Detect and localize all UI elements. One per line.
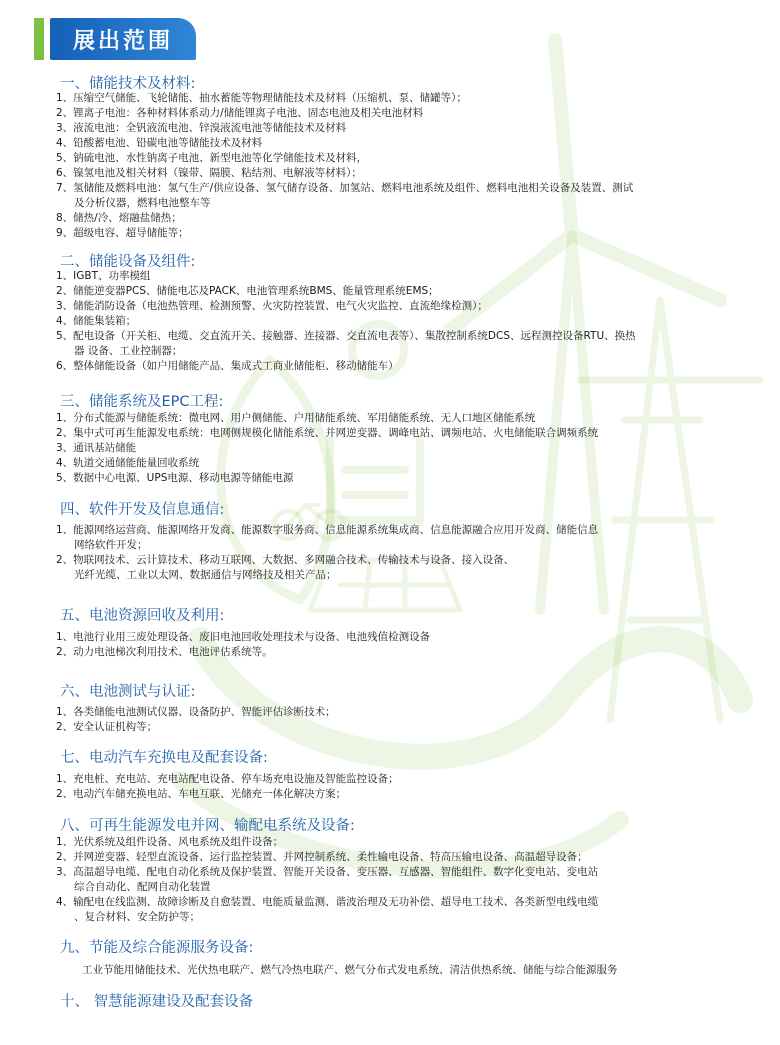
- section-item-list: [56, 772, 746, 802]
- list-item: 综合自动化、配网自动化装置: [74, 881, 211, 893]
- section-title: 七、电动汽车充换电及配套设备:: [60, 750, 268, 766]
- header-accent-bar: [34, 18, 44, 60]
- section-item-list: [56, 91, 746, 241]
- list-item: 6、镍氢电池及相关材料（镍带、隔膜、粘结剂、电解液等材料）；: [56, 167, 362, 179]
- list-item: 及分析仪器，燃料电池整车等: [74, 197, 211, 209]
- list-item: 光纤光缆、工业以太网、数据通信与网络技及相关产品；: [74, 569, 337, 581]
- list-item: 5、配电设备（开关柜、电缆、交直流开关、接触器、连接器、交直流电表等）、集散控制系统DCS、远程测控设备RTU、换热: [56, 330, 636, 342]
- list-item: 8、储热/冷、熔融盐储热；: [56, 212, 182, 224]
- list-item: 2、动力电池梯次利用技术、电池评估系统等。: [56, 646, 273, 658]
- list-item: 2、集中式可再生能源发电系统：电网侧规模化储能系统、并网逆变器、调峰电站、调频电站、火电储能联合调频系统: [56, 427, 599, 439]
- section-title: 六、电池测试与认证:: [60, 684, 196, 700]
- list-item: 3、液流电池：全钒液流电池、锌溴液流电池等储能技术及材料: [56, 122, 347, 134]
- list-item: 6、整体储能设备（如户用储能产品、集成式工商业储能柜、移动储能车）: [56, 360, 399, 372]
- list-item: 1、分布式能源与储能系统：微电网、用户侧储能、户用储能系统、军用储能系统、无人口地区储能系统: [56, 412, 536, 424]
- list-item: 2、锂离子电池：各种材料体系动力/储能锂离子电池、固态电池及相关电池材料: [56, 107, 424, 119]
- list-item: 1、能源网络运营商、能源网络开发商、能源数字服务商、信息能源系统集成商、信息能源融合应用开发商、储能信息: [56, 524, 599, 536]
- list-item: 2、电动汽车储充换电站、车电互联、光储充一体化解决方案；: [56, 788, 347, 800]
- section-title: 八、可再生能源发电并网、输配电系统及设备:: [60, 818, 355, 834]
- section-item-list: [56, 523, 746, 583]
- section-title: 九、节能及综合能源服务设备:: [60, 940, 254, 956]
- section-title: 三、储能系统及EPC工程:: [60, 394, 224, 410]
- section-title: 十、 智慧能源建设及配套设备: [60, 994, 254, 1010]
- list-item: 9、超级电容、超导储能等；: [56, 227, 189, 239]
- section-text: 工业节能用储能技术、光伏热电联产、燃气冷热电联产、燃气分布式发电系统、清洁供热系统、储能与综合能源服务: [82, 964, 618, 976]
- section-item-list: [56, 835, 746, 925]
- list-item: 1、各类储能电池测试仪器、设备防护、智能评估诊断技术；: [56, 706, 336, 718]
- list-item: 4、铅酸蓄电池、铅碳电池等储能技术及材料: [56, 137, 263, 149]
- list-item: 3、通讯基站储能: [56, 442, 137, 454]
- section-title: 一、储能技术及材料:: [60, 76, 196, 92]
- list-item: 2、并网逆变器、轻型直流设备、运行监控装置、并网控制系统、柔性输电设备、特高压输电设备、高温超导设备；: [56, 851, 588, 863]
- page-title: 展出范围: [50, 18, 196, 60]
- list-item: 4、轨道交通储能能量回收系统: [56, 457, 200, 469]
- list-item: 1、IGBT、功率模组: [56, 270, 151, 282]
- list-item: 4、输配电在线监测、故障诊断及自愈装置、电能质量监测、谐波治理及无功补偿、超导电工技术、各类新型电线电缆: [56, 896, 599, 908]
- section-item-list: [56, 630, 746, 660]
- section-title: 五、电池资源回收及利用:: [60, 608, 225, 624]
- list-item: 1、电池行业用三废处理设备、废旧电池回收处理技术与设备、电池残值检测设备: [56, 631, 431, 643]
- page-header: [34, 18, 196, 60]
- list-item: 2、物联网技术、云计算技术、移动互联网、大数据、多网融合技术、传输技术与设备、接入设备、: [56, 554, 515, 566]
- section-title: 四、软件开发及信息通信:: [60, 502, 225, 518]
- list-item: 5、数据中心电源、UPS电源、移动电源等储能电源: [56, 472, 294, 484]
- section-item-list: [56, 705, 746, 735]
- list-item: 2、安全认证机构等；: [56, 721, 158, 733]
- list-item: 3、储能消防设备（电池热管理、检测预警、火灾防控装置、电气火灾监控、直流绝缘检测）；: [56, 300, 488, 312]
- list-item: 、复合材料、安全防护等；: [74, 911, 200, 923]
- list-item: 7、氢储能及燃料电池：氢气生产/供应设备、氢气储存设备、加氢站、燃料电池系统及组件、燃料电池相关设备及装置、测试: [56, 182, 634, 194]
- list-item: 4、储能集装箱；: [56, 315, 137, 327]
- list-item: 器 设备、工业控制器；: [74, 345, 183, 357]
- list-item: 网络软件开发；: [74, 539, 148, 551]
- list-item: 1、光伏系统及组件设备、风电系统及组件设备；: [56, 836, 284, 848]
- list-item: 2、储能逆变器PCS、储能电芯及PACK、电池管理系统BMS、能量管理系统EMS；: [56, 285, 439, 297]
- section-title: 二、储能设备及组件:: [60, 254, 196, 270]
- list-item: 1、压缩空气储能、飞轮储能、抽水蓄能等物理储能技术及材料（压缩机、泵、储罐等）；: [56, 92, 467, 104]
- list-item: 5、钠硫电池、水性钠离子电池、新型电池等化学储能技术及材料，: [56, 152, 368, 164]
- section-item-list: [56, 411, 746, 486]
- list-item: 3、高温超导电缆、配电自动化系统及保护装置、智能开关设备、变压器、互感器、智能组件、数字化变电站、变电站: [56, 866, 599, 878]
- section-item-list: [56, 269, 746, 374]
- list-item: 1、充电桩、充电站、充电站配电设备、停车场充电设施及智能监控设备；: [56, 773, 399, 785]
